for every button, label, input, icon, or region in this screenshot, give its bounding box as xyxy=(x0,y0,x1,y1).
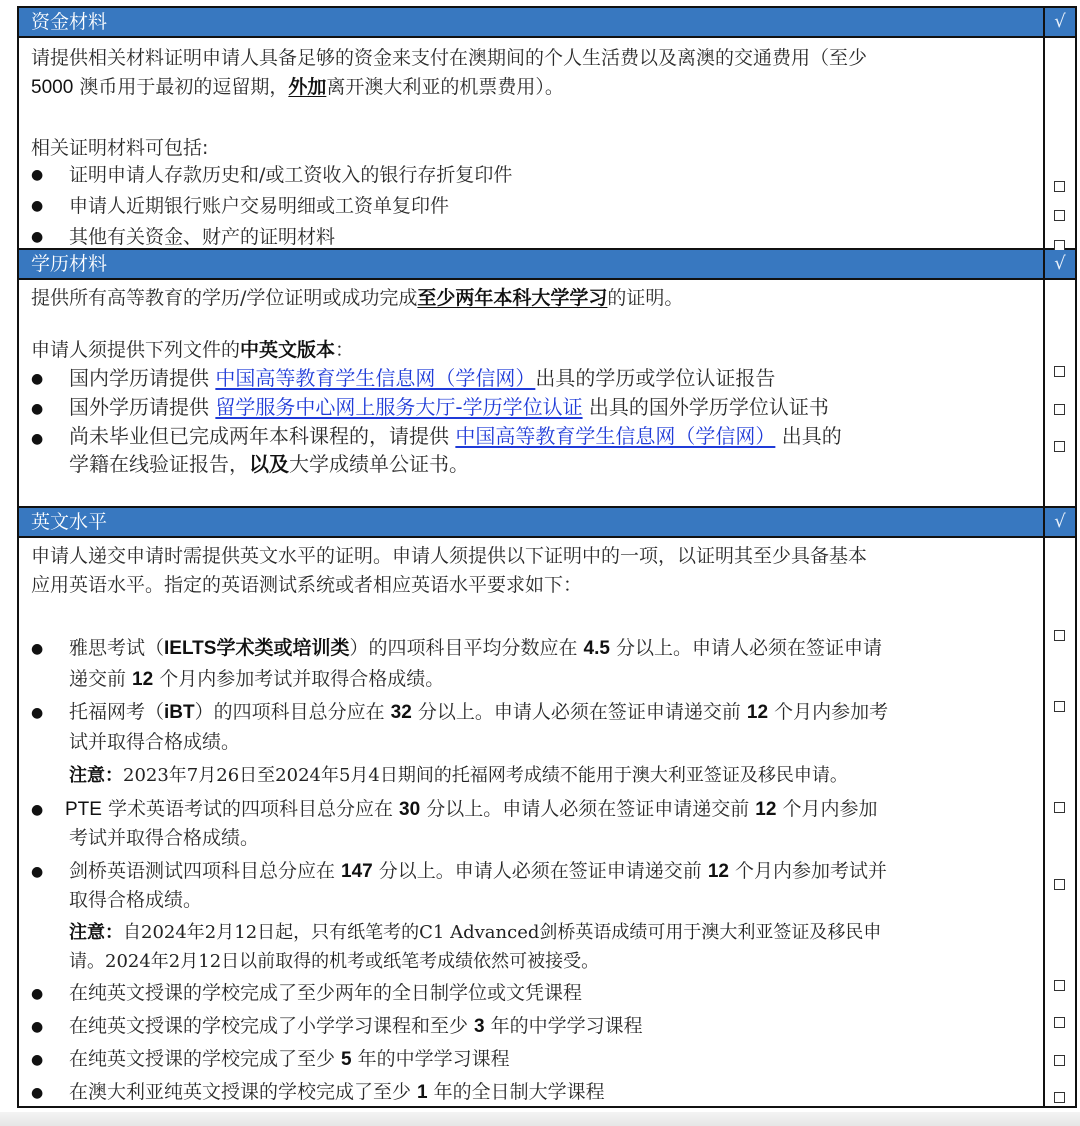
check-mark-icon: √ xyxy=(1044,7,1076,37)
list-intro: 申请人须提供下列文件的中英文版本： xyxy=(31,339,355,361)
checkbox[interactable] xyxy=(1054,1017,1065,1028)
section-title: 学历材料 xyxy=(18,249,1044,279)
checkbox[interactable] xyxy=(1054,366,1065,377)
bullet-icon: ● xyxy=(31,802,44,818)
bullet-icon: ● xyxy=(31,167,44,183)
bullet-icon: ● xyxy=(31,641,44,657)
checkbox[interactable] xyxy=(1054,181,1065,192)
checkbox[interactable] xyxy=(1054,980,1065,991)
bullet-icon: ● xyxy=(31,1052,44,1068)
checkbox[interactable] xyxy=(1054,1092,1065,1103)
list-item: 国内学历请提供 中国高等教育学生信息网（学信网）出具的学历或学位认证报告 xyxy=(69,366,776,390)
checkbox[interactable] xyxy=(1054,879,1065,890)
paragraph-line: 提供所有高等教育的学历/学位证明或成功完成至少两年本科大学学习的证明。 xyxy=(31,287,684,309)
checkbox[interactable] xyxy=(1054,210,1065,221)
bullet-icon: ● xyxy=(31,229,44,245)
section-body-funds xyxy=(18,37,1076,249)
list-item: 证明申请人存款历史和/或工资收入的银行存折复印件 xyxy=(69,164,513,186)
bullet-icon: ● xyxy=(31,371,44,387)
bullet-icon: ● xyxy=(31,1085,44,1101)
bullet-icon: ● xyxy=(31,1019,44,1035)
checkbox[interactable] xyxy=(1054,701,1065,712)
section-body-education xyxy=(18,279,1076,507)
xuexin-link[interactable]: 中国高等教育学生信息网（学信网） xyxy=(455,424,776,448)
list-item: 其他有关资金、财产的证明材料 xyxy=(69,226,336,248)
list-item-ielts: 雅思考试（IELTS学术类或培训类）的四项科目平均分数应在 4.5 分以上。申请人必须在签证申请 xyxy=(69,637,882,659)
list-item-continuation: 学籍在线验证报告，以及大学成绩单公证书。 xyxy=(69,452,469,476)
checkbox[interactable] xyxy=(1054,1055,1065,1066)
list-item: 国外学历请提供 留学服务中心网上服务大厅-学历学位认证 出具的国外学历学位认证书 xyxy=(69,395,829,419)
bullet-icon: ● xyxy=(31,705,44,721)
section-header-funds xyxy=(18,7,1076,37)
list-item-pte: PTE 学术英语考试的四项科目总分应在 30 分以上。申请人必须在签证申请递交前 12 个月内参加 xyxy=(65,798,878,820)
section-title: 资金材料 xyxy=(18,7,1044,37)
bullet-icon: ● xyxy=(31,198,44,214)
xuexin-link[interactable]: 中国高等教育学生信息网（学信网） xyxy=(215,366,536,390)
checkbox[interactable] xyxy=(1054,630,1065,641)
list-item: 在澳大利亚纯英文授课的学校完成了至少 1 年的全日制大学课程 xyxy=(69,1081,605,1103)
section-title: 英文水平 xyxy=(18,507,1044,537)
section-body-english: 申请人递交申请时需提供英文水平的证明。申请人须提供以下证明中的一项，以证明其至少具备基本 应用英语水平。指定的英语测试系统或者相应英语水平要求如下： ● 雅思考试（IELTS学术类或培训类）的四项科目平均分数应在 4.5 分以上。申请人必须在签证申请 递交前 12 个月内参加考试并取得合格成绩。 ● 托福网考（iBT）的四项科目总分应在 32 分以上。申请人必须在签证申请递交前 12 个月内参加考 试并取得合格成绩。 注意：2023年7月26日至2024年5月4日期间的托福网考成绩不能用于澳大利亚签证及移民申请。 ● PTE 学术英语考试的四项科目总分应在 30 分以上。申请人必须在签证申请递交前 12 个月内参加 考试并取得合格成绩。 ● 剑桥英语测试四项科目总分应在 147 分以上。申请人必须在签证申请递交前 12 个月内参加考试并 取得合格成绩。 注意：自2024年2月12日起，只有纸笔考的C1 Advanced剑桥英语成绩可用于澳大利亚签证及移民申 请。2024年2月12日以前取得的机考或纸笔考成绩依然可被接受。 ● 在纯英文授课的学校完成了至少两年的全日制学位或文凭课程 ● 在纯英文授课的学校完成了小学学习课程和至少 3 年的中学学习课程 ● 在纯英文授课的学校完成了至少 5 年的中学学习课程 ● 在澳大利亚纯英文授课的学校完成了至少 1 年的全日制大学课程 xyxy=(18,537,1076,1107)
bullet-icon: ● xyxy=(31,401,44,417)
list-item: 在纯英文授课的学校完成了至少 5 年的中学学习课程 xyxy=(69,1048,510,1070)
toefl-note: 注意：2023年7月26日至2024年5月4日期间的托福网考成绩不能用于澳大利亚签证及移民申请。 xyxy=(69,765,848,786)
list-item: 在纯英文授课的学校完成了至少两年的全日制学位或文凭课程 xyxy=(69,982,583,1004)
list-item-toefl: 托福网考（iBT）的四项科目总分应在 32 分以上。申请人必须在签证申请递交前 12 个月内参加考 xyxy=(69,701,889,723)
check-mark-icon: √ xyxy=(1044,507,1076,537)
bullet-icon: ● xyxy=(31,431,44,447)
checkbox[interactable] xyxy=(1054,802,1065,813)
paragraph-line: 请提供相关材料证明申请人具备足够的资金来支付在澳期间的个人生活费以及离澳的交通费用（至少 xyxy=(31,47,868,69)
list-item: 在纯英文授课的学校完成了小学学习课程和至少 3 年的中学学习课程 xyxy=(69,1015,643,1037)
paragraph-line: 5000 澳币用于最初的逗留期，外加离开澳大利亚的机票费用）。 xyxy=(31,76,564,98)
page-bottom-shadow xyxy=(0,1112,1080,1126)
section-header-english xyxy=(18,507,1076,537)
cscse-link[interactable]: 留学服务中心网上服务大厅-学历学位认证 xyxy=(215,395,583,419)
section-header-education xyxy=(18,249,1076,279)
list-item-cambridge: 剑桥英语测试四项科目总分应在 147 分以上。申请人必须在签证申请递交前 12 个月内参加考试并 xyxy=(69,860,888,882)
checklist-table xyxy=(17,6,1077,1108)
cambridge-note: 注意：自2024年2月12日起，只有纸笔考的C1 Advanced剑桥英语成绩可用于澳大利亚签证及移民申 xyxy=(69,922,882,943)
list-item: 尚未毕业但已完成两年本科课程的，请提供 中国高等教育学生信息网（学信网） 出具的 xyxy=(69,424,842,448)
check-mark-icon: √ xyxy=(1044,249,1076,279)
bullet-icon: ● xyxy=(31,986,44,1002)
checkbox[interactable] xyxy=(1054,404,1065,415)
list-intro: 相关证明材料可包括: xyxy=(31,137,209,159)
bullet-icon: ● xyxy=(31,864,44,880)
list-item: 申请人近期银行账户交易明细或工资单复印件 xyxy=(69,195,450,217)
paragraph-line: 应用英语水平。指定的英语测试系统或者相应英语水平要求如下： xyxy=(31,574,583,596)
checkbox[interactable] xyxy=(1054,441,1065,452)
checklist-page xyxy=(17,6,1066,1108)
paragraph-line: 申请人递交申请时需提供英文水平的证明。申请人须提供以下证明中的一项，以证明其至少具备基本 xyxy=(31,545,868,567)
